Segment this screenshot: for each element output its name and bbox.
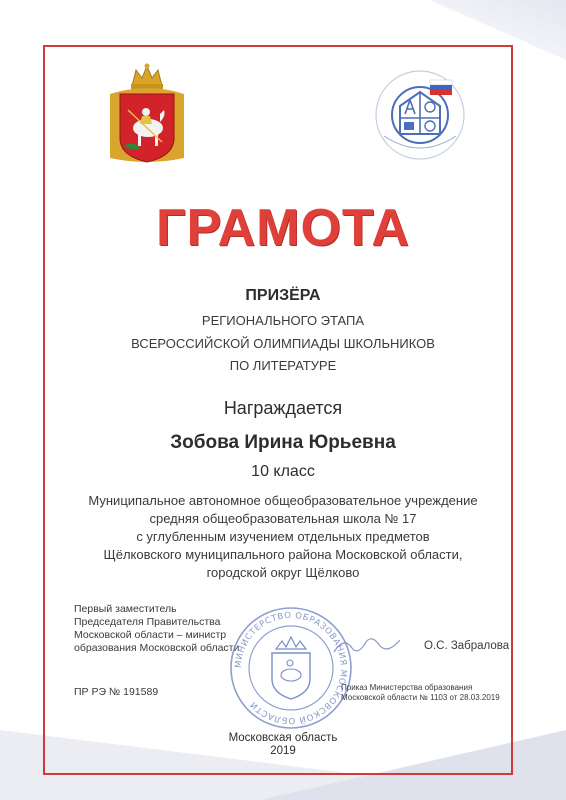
- signer-title: [74, 603, 239, 655]
- registration-number: ПР РЭ № 191589: [74, 686, 159, 698]
- recipient-name: Зобова Ирина Юрьевна: [170, 432, 396, 453]
- issue-location: Московская область: [228, 732, 338, 744]
- signer-title-line: образования Московской области: [74, 642, 240, 654]
- olympiad-logo-icon: [372, 66, 468, 164]
- order-line: Приказ Министерства образования: [341, 683, 473, 692]
- school-line: городской округ Щёлково: [206, 565, 360, 580]
- school-line: средняя общеобразовательная школа № 17: [149, 511, 417, 526]
- certificate-title: ГРАМОТА: [156, 199, 410, 257]
- school-line: Щёлковского муниципального района Московской области,: [103, 547, 463, 562]
- signer-title-line: Московской области – министр: [74, 629, 227, 641]
- olympiad-stage: РЕГИОНАЛЬНОГО ЭТАПА: [201, 313, 365, 328]
- school-line: Муниципальное автономное общеобразовательное учреждение: [88, 493, 478, 508]
- school-line: с углубленным изучением отдельных предметов: [136, 529, 430, 544]
- seal-text: МИНИСТЕРСТВО ОБРАЗОВАНИЯ МОСКОВСКОЙ ОБЛАСТИ: [233, 610, 349, 726]
- signer-title-line: Первый заместитель: [74, 603, 177, 615]
- signer-name: О.С. Забралова: [424, 640, 510, 652]
- olympiad-name: ВСЕРОССИЙСКОЙ ОЛИМПИАДЫ ШКОЛЬНИКОВ: [131, 336, 435, 351]
- official-seal-icon: [228, 605, 354, 731]
- signer-title-line: Председателя Правительства: [74, 616, 221, 628]
- order-reference: [341, 683, 500, 703]
- award-category: ПРИЗЁРА: [245, 287, 321, 304]
- recipient-grade: 10 класс: [251, 463, 315, 480]
- moscow-oblast-emblem-icon: [106, 62, 188, 168]
- issue-year: 2019: [270, 745, 296, 757]
- school-description: [0, 492, 566, 582]
- awarded-label: Награждается: [223, 398, 343, 418]
- signature-icon: [330, 630, 410, 660]
- olympiad-subject: ПО ЛИТЕРАТУРЕ: [229, 358, 337, 373]
- order-line: Московской области № 1103 от 28.03.2019: [341, 693, 500, 702]
